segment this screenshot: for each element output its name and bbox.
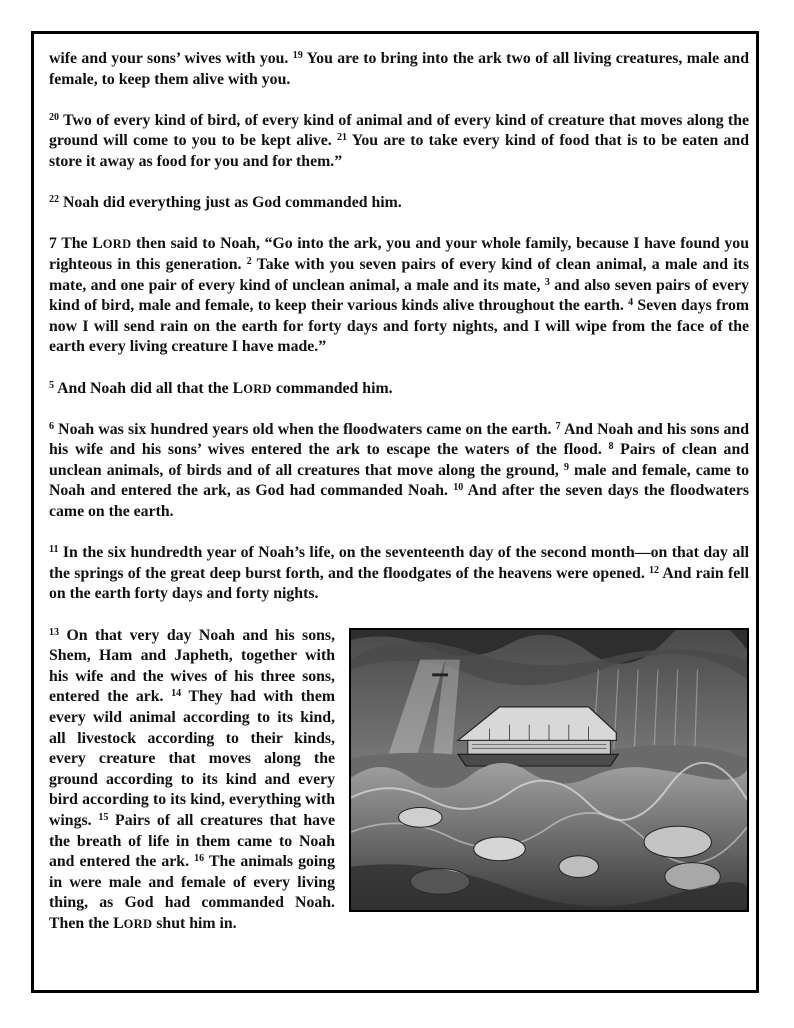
paragraph-3 (49, 193, 749, 214)
paragraph-4 (49, 234, 749, 358)
lord-smallcaps: LORD (92, 235, 132, 253)
text-run: commanded him. (275, 379, 393, 397)
paragraph-2 (49, 111, 749, 173)
lord-smallcaps: LORD (232, 379, 272, 397)
text-run: And after the seven days the floodwaters came on the earth. (49, 482, 750, 521)
verse-number: 9 (563, 461, 569, 473)
verse-number: 8 (608, 441, 614, 453)
text-run: male and female, came to Noah and entered the ark, as God had commanded Noah. (49, 461, 749, 500)
verse-number: 20 (49, 111, 59, 123)
text-run: Noah was six hundred years old when the floodwaters came on the earth. (58, 420, 552, 438)
text-run: The animals going in were male and female of every living thing, as God had commanded Noah. Then the (49, 853, 335, 932)
drowning-animal (644, 826, 711, 858)
verse-number: 22 (49, 194, 59, 206)
text-run: and also seven pairs of every kind of bird, male and female, to keep their various kinds alive throughout the earth. (49, 276, 750, 315)
verse-number: 6 (49, 420, 54, 432)
text-run: You are to take every kind of food that is to be eaten and store it away as food for you and for them.” (49, 132, 749, 170)
scripture-text (49, 49, 749, 935)
page-frame (31, 31, 759, 993)
verse-number: 16 (194, 853, 205, 865)
drowning-figure (474, 837, 525, 861)
text-run: Take with you seven pairs of every kind of clean animal, a male and its mate, and one pair of every kind of unclean animal, a male and its mate, (49, 255, 749, 294)
text-run: Two of every kind of bird, of every kind of animal and of every kind of creature that moves along the ground will come to you to be kept alive. (49, 111, 749, 150)
verse-number: 15 (98, 811, 109, 823)
text-run: Seven days from now I will send rain on the earth for forty days and forty nights, and I will wipe from the face of the earth every living creature I have made.” (49, 297, 749, 356)
text-run: And rain fell on the earth forty days and forty nights. (49, 564, 749, 603)
verse-number: 11 (49, 544, 59, 556)
verse-number: 5 (49, 379, 54, 391)
text-run: And Noah and his sons and his wife and his sons’ wives entered the ark to escape the waters of the flood. (49, 420, 750, 459)
verse-number: 4 (628, 297, 634, 309)
verse-number: 7 (555, 420, 561, 432)
paragraph-6 (49, 420, 749, 523)
text-run: You are to bring into the ark two of all living creatures, male and female, to keep them alive with you. (49, 50, 749, 88)
text-run: In the six hundredth year of Noah’s life, on the seventeenth day of the second month—on that day all the springs of the great deep burst forth, and the floodgates of the heavens were opened. (49, 544, 749, 582)
text-run: shut him in. (156, 914, 237, 932)
verse-number: 14 (171, 688, 182, 700)
paragraph-1 (49, 49, 749, 90)
text-run: Pairs of all creatures that have the breath of life in them came to Noah and entered the ark. (49, 811, 335, 871)
lord-smallcaps: LORD (113, 914, 153, 932)
paragraph-5 (49, 379, 749, 400)
verse-number: 13 (49, 626, 59, 638)
verse-number: 3 (544, 276, 550, 288)
bird (432, 673, 448, 676)
chapter-number: 7 (49, 235, 57, 253)
verse-number: 2 (246, 255, 252, 267)
drowning-figure (399, 807, 443, 827)
verse-number: 19 (292, 50, 303, 61)
text-run: then said to Noah, “Go into the ark, you and your whole family, because I have found you righteous in this generation. (49, 235, 749, 273)
ark-illustration (349, 628, 749, 912)
paragraph-7 (49, 543, 749, 605)
text-run: They had with them every wild animal according to its kind, all livestock according to their kinds, every creature that moves along the ground according to its kind and every bird according to its kind, everything with wings. (49, 688, 336, 829)
text-run: And Noah did all that the (57, 379, 229, 397)
verse-number: 10 (453, 482, 464, 494)
flood-engraving (351, 630, 747, 910)
drowning-figure (559, 855, 599, 877)
text-run: Pairs of clean and unclean animals, of birds and of all creatures that move along the ground, (49, 441, 750, 479)
text-run: Noah did everything just as God commanded him. (62, 194, 402, 212)
verse-number: 21 (337, 132, 348, 144)
text-run: The (61, 235, 88, 253)
text-run: On that very day Noah and his sons, Shem, Ham and Japheth, together with his wife and the wives of his three sons, entered the ark. (49, 626, 335, 706)
verse-number: 12 (649, 564, 660, 576)
text-run: wife and your sons’ wives with you. (49, 50, 289, 67)
